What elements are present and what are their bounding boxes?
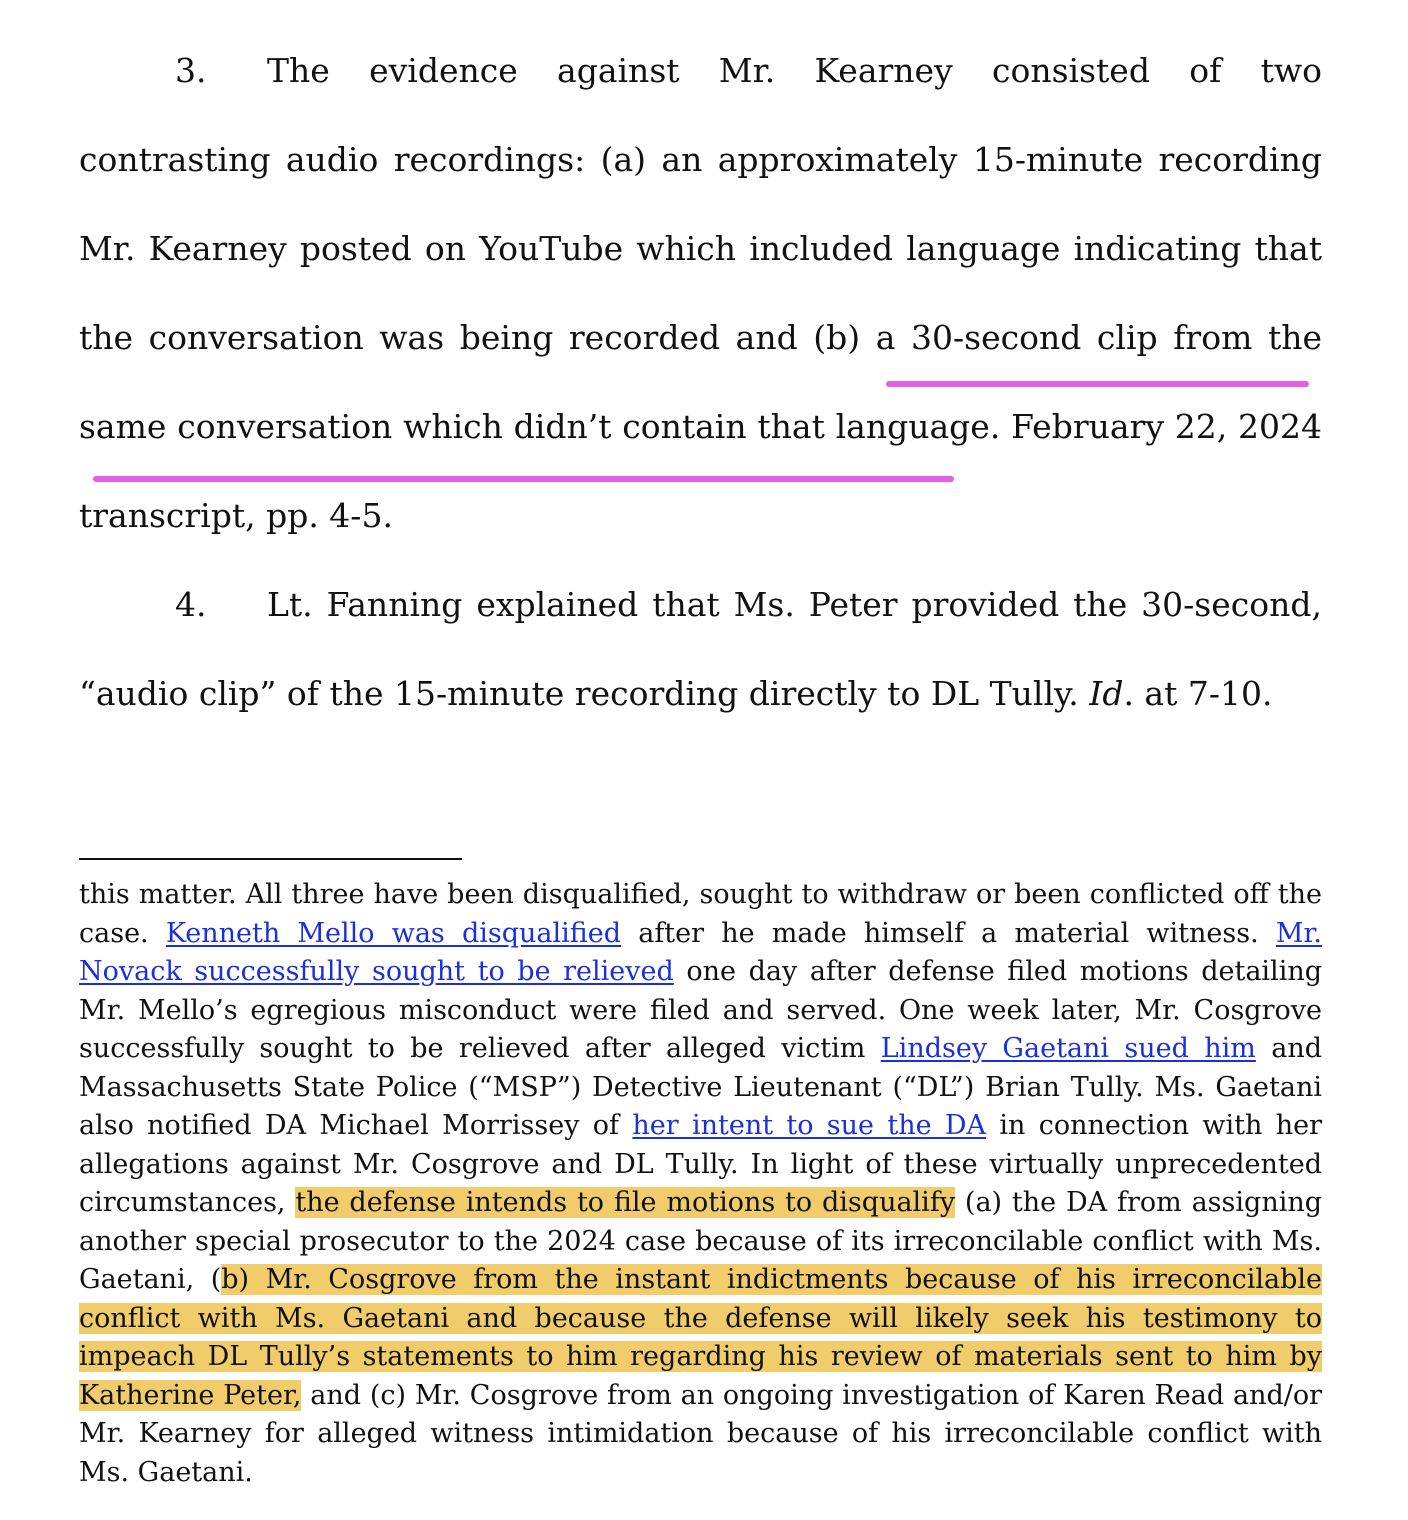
paragraph-text: Lt. Fanning explained that Ms. Peter provided the 30-second, “audio clip” of the 15-minute recording directly to DL Tully.	[79, 585, 1322, 713]
paragraph-number: 3.	[175, 51, 207, 90]
paragraph-4	[79, 560, 1322, 738]
citation-id: Id	[1089, 674, 1124, 713]
footnote	[79, 876, 1322, 1492]
footnote-separator	[79, 858, 462, 860]
paragraph-text: The evidence against Mr. Kearney consisted of two contrasting audio recordings: (a) an approximately 15-minute recording Mr. Kearney posted on YouTube which included language indicating that the conversation was being recorded and (b) a 30-second clip from the same conversation which didn’t contain that language. February 22, 2024 transcript, pp. 4-5.	[79, 51, 1322, 535]
footnote-text: and (c) Mr. Cosgrove from an ongoing investigation of Karen Read and/or Mr. Kearney for alleged witness intimidation because of his irreconcilable conflict with Ms. Gaetani.	[79, 1379, 1322, 1488]
highlighted-text: b) Mr. Cosgrove from the instant indictments because of his irreconcilable conflict with Ms. Gaetani and because the defense will likely seek his testimony to impeach DL Tully’s statements to him regarding his review of materials sent to him by Katherine Peter,	[79, 1264, 1322, 1411]
pink-underline-annotation	[93, 476, 954, 482]
footnote-text: one day after defense filed motions detailing Mr. Mello’s egregious misconduct were filed and served. One week later, Mr. Cosgrove successfully sought to be relieved after alleged victim	[79, 956, 1322, 1064]
footnote-text: and Massachusetts State Police (“MSP”) Detective Lieutenant (“DL”) Brian Tully. Ms. Gaetani also notified DA Michael Morrissey of	[79, 1033, 1322, 1141]
footnote-text: this matter. All three have been disqualified, sought to withdraw or been conflicted off the case.	[79, 879, 1322, 949]
paragraph-number: 4.	[175, 585, 207, 624]
highlighted-text: the defense intends to file motions to disqualify	[295, 1187, 956, 1218]
intent-to-sue-da-link[interactable]: her intent to sue the DA	[632, 1110, 987, 1141]
citation-pages: . at 7-10.	[1123, 674, 1273, 713]
novack-relieved-link[interactable]: Mr. Novack successfully sought to be relieved	[79, 917, 1322, 987]
pink-underline-annotation	[886, 381, 1309, 387]
mello-disqualified-link[interactable]: Kenneth Mello was disqualified	[165, 917, 622, 949]
footnote-text: in connection with her allegations against Mr. Cosgrove and DL Tully. In light of these virtually unprecedented circumstances,	[79, 1110, 1323, 1218]
footnote-text: after he made himself a material witness.	[621, 917, 1276, 949]
gaetani-lawsuit-link[interactable]: Lindsey Gaetani sued him	[880, 1033, 1256, 1064]
footnote-text: (a) the DA from assigning another special prosecutor to the 2024 case because of its irreconcilable conflict with Ms. Gaetani, (	[79, 1187, 1323, 1295]
